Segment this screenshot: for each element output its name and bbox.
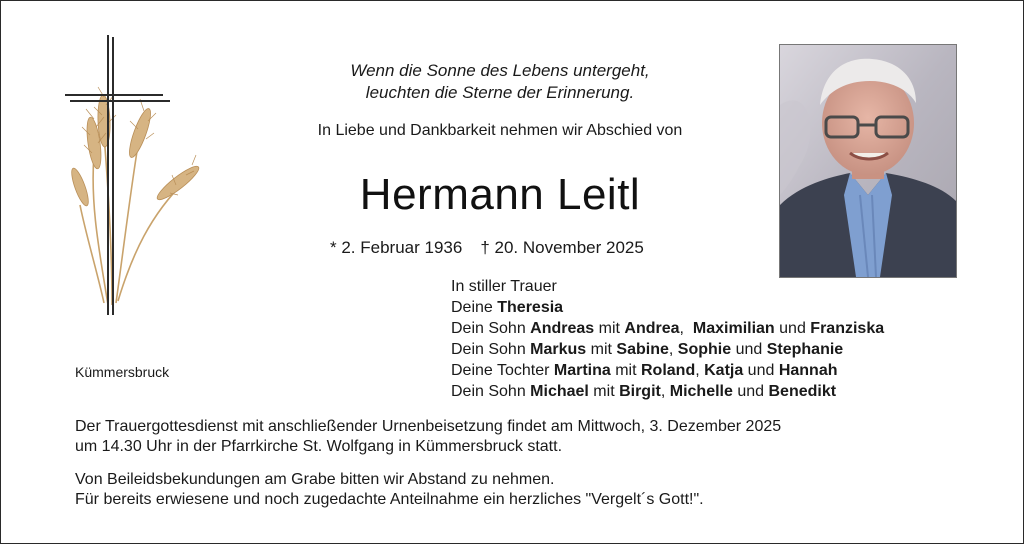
portrait-photo (779, 44, 957, 278)
intro-text: In Liebe und Dankbarkeit nehmen wir Abschied von (317, 122, 683, 139)
note-line-1: Von Beileidsbekundungen am Grabe bitten wir Abstand zu nehmen. (75, 471, 555, 488)
mourners-heading: In stiller Trauer (451, 278, 557, 295)
mourner-line: Dein Sohn Markus mit Sabine, Sophie und Stephanie (451, 341, 844, 358)
quote-line-2: leuchten die Sterne der Erinnerung. (365, 83, 635, 102)
mourners-list (451, 276, 884, 402)
birth-date: * 2. Februar 1936 (330, 238, 463, 257)
place-name: Kümmersbruck (75, 364, 170, 380)
quote-line-1: Wenn die Sonne des Lebens untergeht, (350, 61, 650, 80)
note-line-2: Für bereits erwiesene und noch zugedachte Anteilnahme ein herzliches "Vergelt´s Gott!". (75, 491, 704, 508)
portrait-image (780, 45, 956, 277)
service-line-1: Der Trauergottesdienst mit anschließender Urnenbeisetzung findet am Mittwoch, 3. Dezember 2025 (75, 418, 782, 435)
mourner-line: Dein Sohn Andreas mit Andrea, Maximilian und Franziska (451, 320, 885, 337)
mourner-line: Deine Theresia (451, 299, 564, 316)
cross-with-wheat-icon (60, 35, 200, 320)
condolence-note (75, 470, 704, 510)
mourner-line: Deine Tochter Martina mit Roland, Katja und Hannah (451, 362, 838, 379)
death-date: † 20. November 2025 (480, 238, 644, 257)
mourner-line: Dein Sohn Michael mit Birgit, Michelle und Benedikt (451, 383, 837, 400)
service-info (75, 417, 781, 457)
service-line-2: um 14.30 Uhr in der Pfarrkirche St. Wolfgang in Kümmersbruck statt. (75, 438, 563, 455)
deceased-name: Hermann Leitl (359, 170, 641, 219)
life-dates (330, 238, 662, 258)
